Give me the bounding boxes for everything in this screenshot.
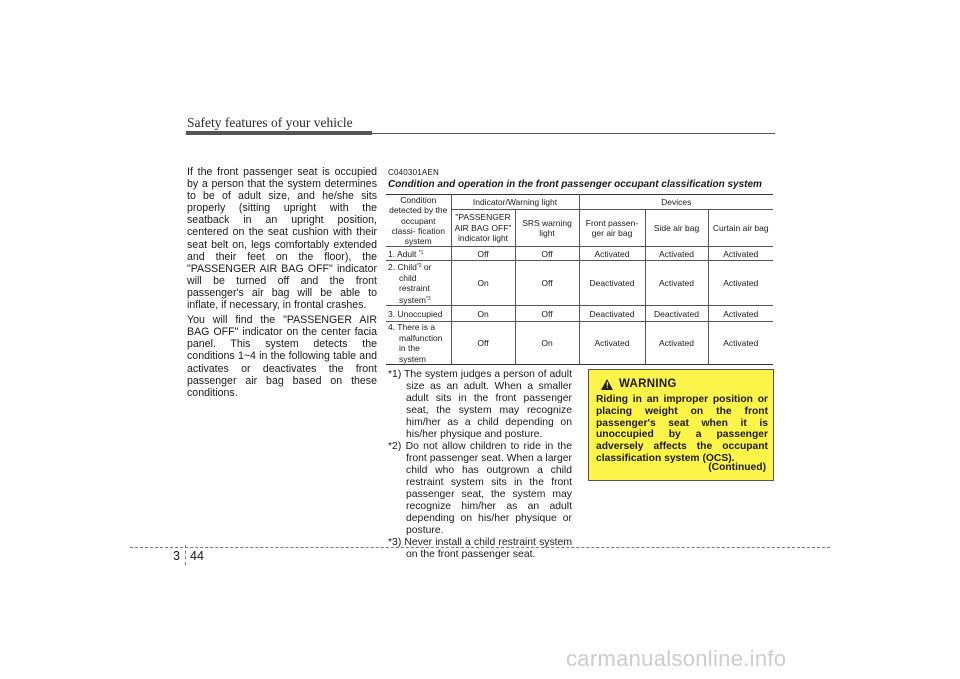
- table-cell: Activated: [708, 306, 773, 322]
- warning-header: ! WARNING: [596, 378, 756, 392]
- table-row: [386, 306, 773, 322]
- column-header: Front passen- ger air bag: [579, 209, 645, 247]
- left-column-text: [187, 166, 377, 402]
- header-condition: Condition detected by the occupant classi- fication system: [386, 195, 451, 247]
- column-header: Curtain air bag: [708, 209, 773, 247]
- row-condition: 2. Child$^{*2}$ or child restraint system$^{*3}$: [386, 261, 451, 306]
- table-cell: Activated: [708, 261, 773, 306]
- page-number: 44: [190, 549, 204, 563]
- table-cell: On: [451, 306, 515, 322]
- table-cell: Deactivated: [645, 306, 708, 322]
- footer-rule: [130, 547, 830, 548]
- warning-title: WARNING: [619, 378, 677, 390]
- paragraph: If the front passenger seat is occupied by a person that the system determines to be of adult size, and he/she sits properly (sitting upright with the seatback in an upright position, centered on the seat cushion with their seat belt on, legs comfortably extended and their feet on the floor), the "PASSENGER AIR BAG OFF" indicator will be turned off and the front passenger's air bag will be able to inflate, if necessary, in frontal crashes.: [187, 166, 377, 312]
- column-header: SRS warning light: [515, 209, 579, 247]
- row-condition: 3. Unoccupied: [386, 306, 451, 322]
- table-cell: Deactivated: [579, 306, 645, 322]
- footer-divider: [185, 545, 186, 565]
- table-cell: Deactivated: [579, 261, 645, 306]
- footnote: *2) Do not allow children to ride in the front passenger seat. When a larger child who has outgrown a child restraint system sits in the front passenger seat, the system may recognize him/her as an adult depending on his/her physique or posture.: [388, 441, 572, 536]
- warning-continued: (Continued): [708, 462, 766, 473]
- row-condition: 4. There is a malfunction in the system: [386, 322, 451, 365]
- warning-body: Riding in an improper position or placing weight on the front passenger's seat when it is unoccupied by a passenger adversely affects the occupant classification system (OCS).: [596, 394, 768, 464]
- table-cell: Activated: [708, 322, 773, 365]
- table-cell: Off: [451, 322, 515, 365]
- section-number: 3: [173, 549, 180, 563]
- watermark: carmanualsonline.info: [566, 646, 787, 671]
- table-cell: On: [451, 261, 515, 306]
- section-subtitle: Condition and operation in the front passenger occupant classification system: [388, 179, 762, 190]
- header-group-devices: Devices: [579, 195, 773, 210]
- header-rule-thick: [186, 131, 372, 135]
- section-code: C040301AEN: [388, 168, 439, 177]
- table-cell: Off: [451, 247, 515, 261]
- footnote: *1) The system judges a person of adult size as an adult. When a smaller adult sits in the front passenger seat, the system may recognize him/her as a child depending on his/her physique and posture.: [388, 369, 572, 440]
- table-cell: Activated: [708, 247, 773, 261]
- table-cell: Off: [515, 247, 579, 261]
- table-cell: Off: [515, 261, 579, 306]
- header-rule-thin: [372, 133, 775, 134]
- table-cell: Activated: [645, 247, 708, 261]
- row-condition: 1. Adult $^{*1}$: [386, 247, 451, 261]
- table-row: [386, 322, 773, 365]
- warning-box: [588, 369, 774, 481]
- footnotes: [388, 369, 572, 561]
- table-cell: Activated: [579, 247, 645, 261]
- column-header: "PASSENGER AIR BAG OFF" indicator light: [451, 209, 515, 247]
- table-row: [386, 261, 773, 306]
- column-header: Side air bag: [645, 209, 708, 247]
- page-header-title: Safety features of your vehicle: [187, 115, 353, 130]
- table-cell: Activated: [579, 322, 645, 365]
- table-cell: Off: [515, 306, 579, 322]
- paragraph: You will find the "PASSENGER AIR BAG OFF" indicator on the center facia panel. This system detects the conditions 1~4 in the following table and activates or deactivates the front passenger air bag based on these conditions.: [187, 314, 377, 399]
- header-group-indicator: Indicator/Warning light: [451, 195, 579, 210]
- ocs-table: [386, 194, 773, 365]
- table-cell: On: [515, 322, 579, 365]
- footnote: *3) Never install a child restraint system on the front passenger seat.: [388, 537, 572, 560]
- table-row: [386, 247, 773, 261]
- table-cell: Activated: [645, 322, 708, 365]
- table-cell: Activated: [645, 261, 708, 306]
